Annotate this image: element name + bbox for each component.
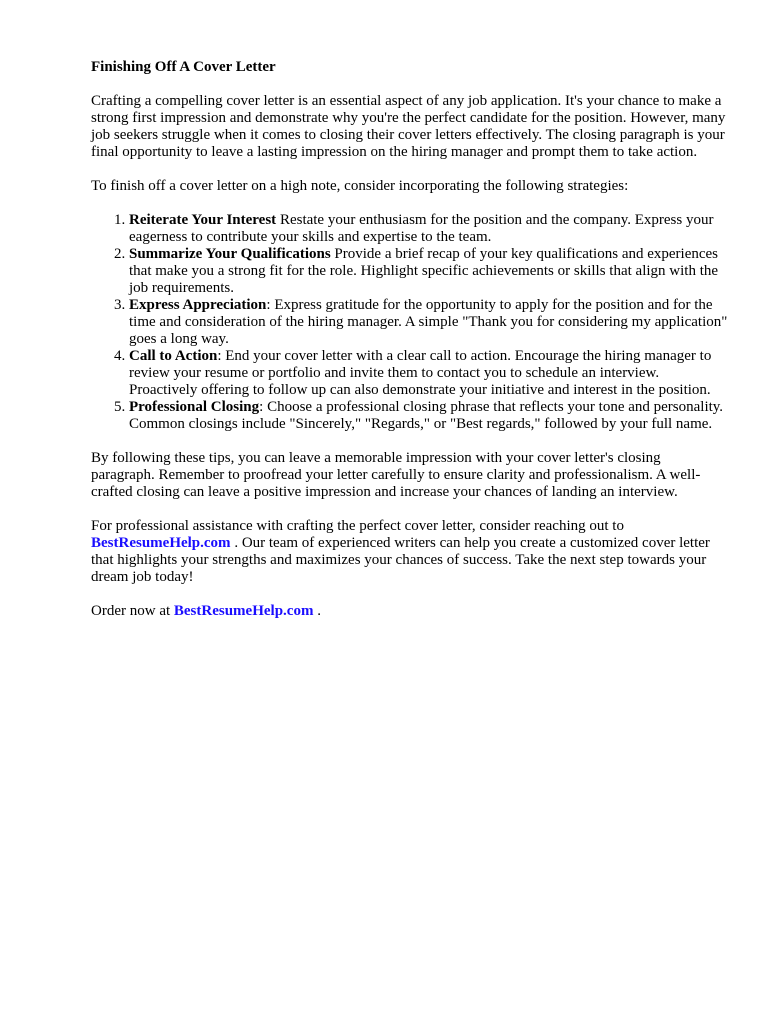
strategy-text: Express gratitude for the opportunity to apply for the position and for the time and consideration of the hiring manager. A simple "Thank you for considering my application" goes a long way. — [129, 297, 728, 347]
strategy-text: Restate your enthusiasm for the position and the company. Express your eagerness to contribute your skills and expertise to the team. — [129, 212, 714, 245]
strategy-item — [129, 399, 728, 433]
strategy-title: Call to Action — [129, 348, 218, 364]
strategy-item — [129, 212, 728, 246]
strategy-separator: : — [259, 399, 268, 415]
bestresumehelp-link[interactable]: BestResumeHelp.com — [91, 535, 231, 551]
strategy-item — [129, 348, 728, 399]
order-suffix: . — [313, 603, 321, 619]
strategy-title: Summarize Your Qualifications — [129, 246, 331, 262]
document-title: Finishing Off A Cover Letter — [91, 59, 276, 75]
strategy-text: End your cover letter with a clear call to action. Encourage the hiring manager to review your resume or portfolio and invite them to contact you to schedule an interview. Proactively offering to follow up can also demonstrate your initiative and interest in the position. — [129, 348, 712, 398]
order-paragraph — [91, 603, 728, 620]
assistance-text-after: . Our team of experienced writers can help you create a customized cover letter that highlights your strengths and maximizes your chances of success. Take the next step towards your dream job today! — [91, 535, 710, 585]
assistance-text-before: For professional assistance with crafting the perfect cover letter, consider reaching out to — [91, 518, 624, 534]
strategy-text: Provide a brief recap of your key qualifications and experiences that make you a strong fit for the role. Highlight specific achievements or skills that align with the job requirements. — [129, 246, 719, 296]
strategy-item — [129, 246, 728, 297]
strategy-title: Professional Closing — [129, 399, 260, 415]
order-link[interactable]: BestResumeHelp.com — [173, 603, 314, 619]
strategy-item — [129, 297, 728, 348]
assistance-paragraph — [91, 518, 728, 586]
strategy-separator: : — [266, 297, 275, 313]
strategy-separator: : — [217, 348, 226, 364]
strategy-text: Choose a professional closing phrase that reflects your tone and personality. Common closings include "Sincerely," "Regards," or "Best regards," followed by your full name. — [129, 399, 724, 432]
order-prefix: Order now at — [91, 603, 174, 619]
intro-paragraph: Crafting a compelling cover letter is an essential aspect of any job application. It's your chance to make a strong first impression and demonstrate why you're the perfect candidate for the position. However, many job seekers struggle when it comes to closing their cover letters effectively. The closing paragraph is your final opportunity to leave a lasting impression on the hiring manager and prompt them to take action. — [91, 93, 726, 160]
strategy-title: Express Appreciation — [129, 297, 267, 313]
strategy-title: Reiterate Your Interest — [129, 212, 277, 228]
conclusion-paragraph: By following these tips, you can leave a memorable impression with your cover letter's closing paragraph. Remember to proofread your letter carefully to ensure clarity and professionalism. A well-crafted closing can leave a positive impression and increase your chances of landing an interview. — [91, 450, 701, 500]
lead-in-paragraph: To finish off a cover letter on a high note, consider incorporating the following strategies: — [91, 178, 629, 194]
strategies-list — [91, 212, 728, 433]
